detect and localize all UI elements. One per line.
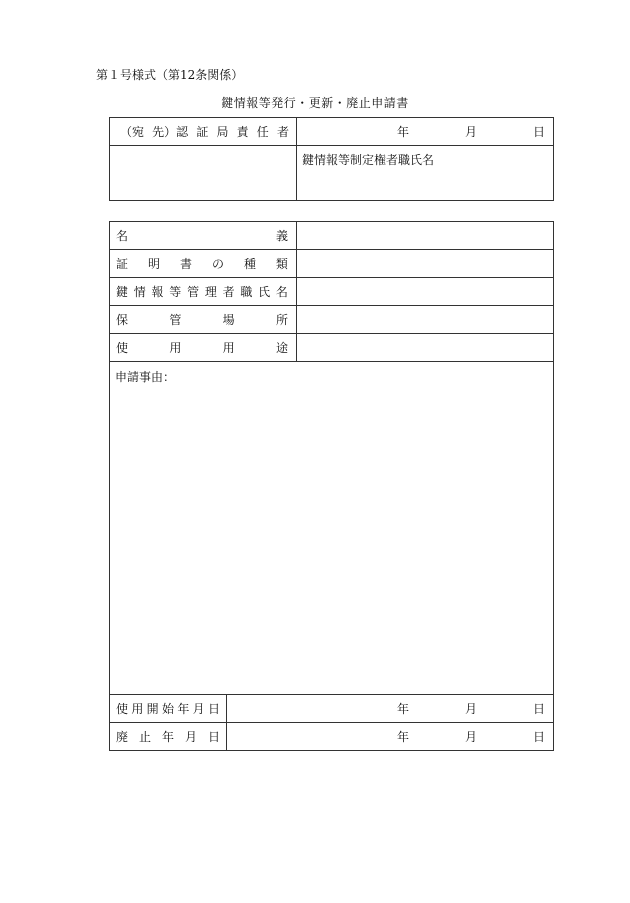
label-char: 書 (179, 257, 192, 271)
revocation-date-label (110, 728, 226, 745)
day-label: 日 (532, 125, 545, 139)
reason-field[interactable] (110, 362, 554, 695)
certificate-type-field[interactable] (297, 250, 554, 278)
revocation-date (227, 728, 553, 745)
label-char: 任 (256, 125, 269, 139)
label-char: 理 (204, 285, 217, 299)
label-char: 名 (275, 285, 288, 299)
storage-location-label (110, 311, 296, 328)
label-char: 者 (222, 285, 235, 299)
label-char: （宛 (120, 125, 145, 139)
signer-field[interactable] (297, 146, 554, 201)
document-title: 鍵情報等発行・更新・廃止申請書 (221, 96, 409, 110)
usage-purpose-label-cell (110, 334, 297, 362)
holder-name-label-cell (110, 222, 297, 250)
label-char: 類 (275, 257, 288, 271)
start-date-label-cell (110, 695, 227, 723)
addressee-table (109, 117, 554, 201)
year-label: 年 (396, 730, 409, 744)
start-date (227, 700, 553, 717)
label-char: 種 (243, 257, 256, 271)
label-char: 管 (187, 285, 200, 299)
label-char: 明 (147, 257, 160, 271)
holder-name-label (110, 227, 296, 244)
label-char: 所 (275, 313, 288, 327)
reason-label: 申請事由： (115, 370, 176, 384)
certificate-type-label-cell (110, 250, 297, 278)
label-char: 廃 (116, 730, 129, 744)
details-table (109, 221, 554, 751)
usage-purpose-field[interactable] (297, 334, 554, 362)
label-char: 年 (161, 730, 174, 744)
label-char: 日 (207, 730, 220, 744)
label-char: 使 (116, 341, 129, 355)
usage-purpose-label (110, 339, 296, 356)
label-char: 鍵 (116, 285, 129, 299)
label-char: 職 (240, 285, 253, 299)
revocation-date-label-cell (110, 723, 227, 751)
label-char: 義 (275, 229, 288, 243)
key-manager-label (110, 283, 296, 300)
label-char: 証 (116, 257, 129, 271)
label-char: 者 (276, 125, 289, 139)
label-char: 情 (133, 285, 146, 299)
label-char: 管 (169, 313, 182, 327)
month-label: 月 (464, 730, 477, 744)
label-char: 月 (184, 730, 197, 744)
label-char: 月 (192, 702, 205, 716)
label-char: の (211, 257, 224, 271)
label-char: 保 (116, 313, 129, 327)
holder-name-field[interactable] (297, 222, 554, 250)
label-char: 年 (177, 702, 190, 716)
label-char: 始 (161, 702, 174, 716)
storage-location-label-cell (110, 306, 297, 334)
year-label: 年 (396, 125, 409, 139)
label-char: 氏 (258, 285, 271, 299)
month-label: 月 (464, 125, 477, 139)
signer-label: 鍵情報等制定権者職氏名 (302, 153, 435, 167)
day-label: 日 (532, 730, 545, 744)
label-char: 名 (116, 229, 129, 243)
addressee-label (110, 123, 296, 140)
label-char: 開 (146, 702, 159, 716)
day-label: 日 (532, 702, 545, 716)
revocation-date-field[interactable] (227, 723, 554, 751)
storage-location-field[interactable] (297, 306, 554, 334)
label-char: 日 (207, 702, 220, 716)
key-manager-label-cell (110, 278, 297, 306)
label-char: 等 (169, 285, 182, 299)
label-char: 止 (138, 730, 151, 744)
form-number: 第１号様式（第12条関係） (96, 68, 244, 82)
key-manager-field[interactable] (297, 278, 554, 306)
label-char: 報 (151, 285, 164, 299)
label-char: 用 (222, 341, 235, 355)
month-label: 月 (464, 702, 477, 716)
application-date (297, 123, 553, 140)
year-label: 年 (396, 702, 409, 716)
label-char: 先）認 (152, 125, 189, 139)
label-char: 使 (116, 702, 129, 716)
start-date-field[interactable] (227, 695, 554, 723)
label-char: 局 (216, 125, 229, 139)
label-char: 証 (196, 125, 209, 139)
addressee-name-field[interactable] (110, 146, 297, 201)
label-char: 場 (222, 313, 235, 327)
label-char: 用 (169, 341, 182, 355)
application-date-field[interactable] (297, 118, 554, 146)
label-char: 途 (275, 341, 288, 355)
label-char: 用 (131, 702, 144, 716)
start-date-label (110, 700, 226, 717)
certificate-type-label (110, 255, 296, 272)
label-char: 責 (236, 125, 249, 139)
addressee-label-cell (110, 118, 297, 146)
